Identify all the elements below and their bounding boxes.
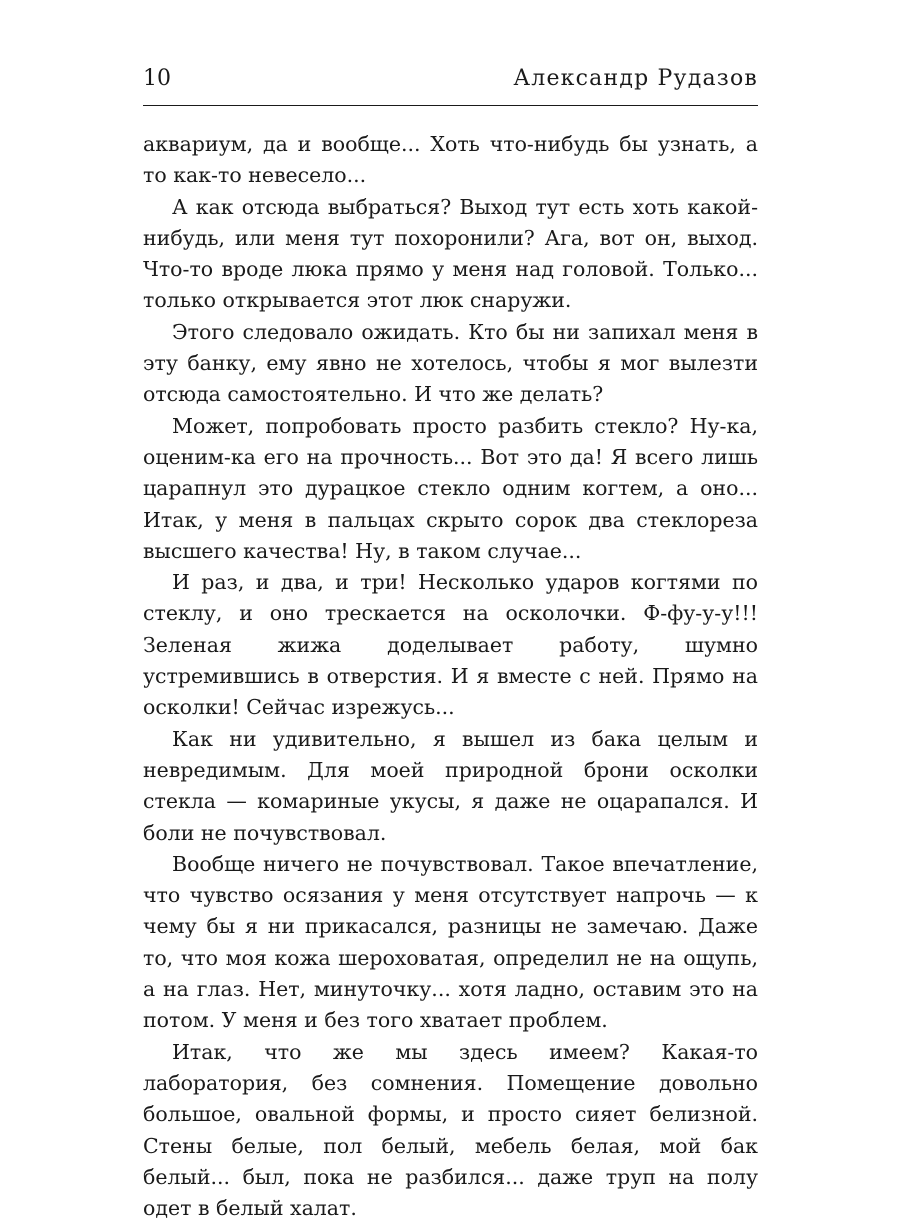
paragraph: Как ни удивительно, я вышел из бака целым и невредимым. Для моей природной брони осколки стекла — комариные укусы, я даже не оцарапался. И боли не почувствовал. (143, 726, 758, 845)
page-number: 10 (143, 66, 171, 91)
paragraph: Этого следовало ожидать. Кто бы ни запихал меня в эту банку, ему явно не хотелось, чтобы я мог вылезти отсюда самостоятельно. И что же делать? (143, 319, 758, 407)
body-text (143, 129, 758, 1224)
paragraph: Итак, что же мы здесь имеем? Какая-то лаборатория, без сомнения. Помещение довольно большое, овальной формы, и просто сияет белизной. Стены белые, пол белый, мебель белая, мой бак белый... был, пока не разбился... даже труп на полу одет в белый халат. (143, 1039, 758, 1221)
paragraph: Вообще ничего не почувствовал. Такое впечатление, что чувство осязания у меня отсутствует напрочь — к чему бы я ни прикасался, разницы не замечаю. Даже то, что моя кожа шероховатая, определил не на ощупь, а на глаз. Нет, минуточку... хотя ладно, оставим это на потом. У меня и без того хватает проблем. (143, 851, 758, 1033)
header-rule (143, 105, 758, 106)
paragraph: А как отсюда выбраться? Выход тут есть хоть какой-нибудь, или меня тут похоронили? Ага, вот он, выход. Что-то вроде люка прямо у меня над головой. Только... только открывается этот люк снаружи. (143, 194, 758, 313)
paragraph: И раз, и два, и три! Несколько ударов когтями по стеклу, и оно трескается на осколочки. Ф-фу-у-у!!! Зеленая жижа доделывает работу, шумно устремившись в отверстия. И я вместе с ней. Прямо на осколки! Сейчас изрежусь... (143, 570, 758, 720)
paragraph: аквариум, да и вообще... Хоть что-нибудь бы узнать, а то как-то невесело... (143, 132, 758, 188)
author-name: Александр Рудазов (513, 66, 758, 91)
running-header (143, 66, 758, 91)
paragraph: Может, попробовать просто разбить стекло? Ну-ка, оценим-ка его на прочность... Вот это да! Я всего лишь царапнул это дурацкое стекло одним когтем, а оно... Итак, у меня в пальцах скрыто сорок два стеклореза высшего качества! Ну, в таком случае... (143, 413, 758, 563)
